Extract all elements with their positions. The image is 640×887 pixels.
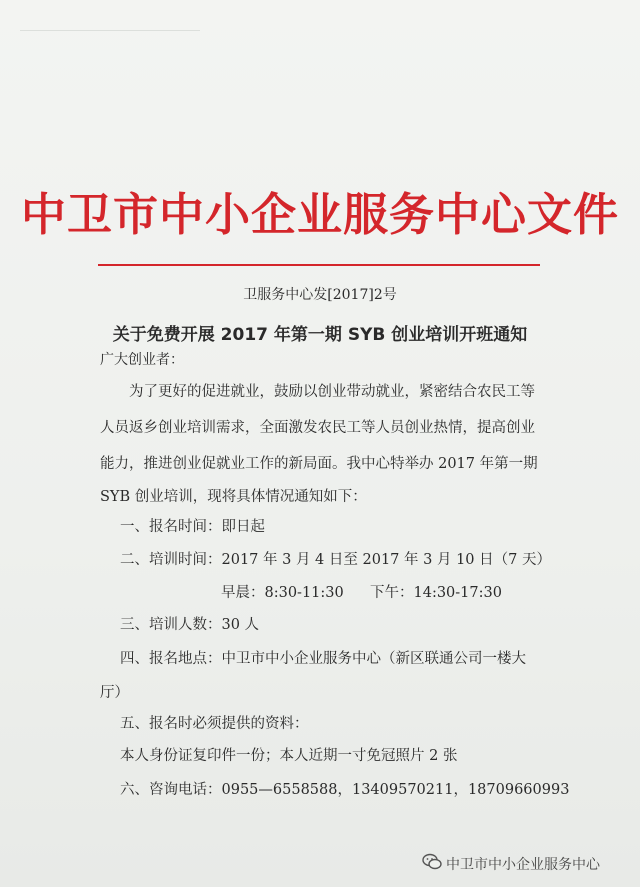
item-training-time: 二、培训时间：2017 年 3 月 4 日至 2017 年 3 月 10 日（7 天） bbox=[120, 552, 551, 568]
item-location: 四、报名地点：中卫市中小企业服务中心（新区联通公司一楼大 bbox=[120, 651, 526, 667]
notice-title: 关于免费开展 2017 年第一期 SYB 创业培训开班通知 bbox=[112, 325, 528, 345]
wechat-watermark bbox=[422, 853, 600, 875]
item-afternoon-session: 下午：14:30-17:30 bbox=[370, 585, 502, 601]
item-location-cont: 厅） bbox=[100, 685, 129, 701]
intro-line: 能力，推进创业促就业工作的新局面。我中心特举办 2017 年第一期 bbox=[100, 456, 538, 472]
item-contact: 六、咨询电话：0955—6558588，13409570211，18709660993 bbox=[120, 782, 570, 798]
intro-line: SYB 创业培训，现将具体情况通知如下： bbox=[100, 489, 367, 505]
item-trainees: 三、培训人数：30 人 bbox=[120, 617, 260, 633]
item-morning-session: 早晨：8:30-11:30 bbox=[221, 585, 344, 601]
scan-artifact-line bbox=[20, 30, 200, 31]
document-number: 卫服务中心发[2017]2号 bbox=[243, 287, 397, 303]
wechat-icon bbox=[422, 853, 442, 875]
item-materials-detail: 本人身份证复印件一份；本人近期一寸免冠照片 2 张 bbox=[120, 748, 458, 764]
salutation: 广大创业者： bbox=[100, 352, 184, 368]
item-signup-time: 一、报名时间：即日起 bbox=[120, 519, 265, 535]
intro-line: 人员返乡创业培训需求，全面激发农民工等人员创业热情，提高创业 bbox=[100, 420, 535, 436]
header-red-rule bbox=[98, 264, 540, 266]
org-header-title: 中卫市中小企业服务中心文件 bbox=[20, 188, 619, 241]
intro-line: 为了更好的促进就业，鼓励以创业带动就业，紧密结合农民工等 bbox=[129, 384, 535, 400]
item-materials-heading: 五、报名时必须提供的资料： bbox=[120, 716, 309, 732]
watermark-account-name: 中卫市中小企业服务中心 bbox=[446, 857, 600, 873]
